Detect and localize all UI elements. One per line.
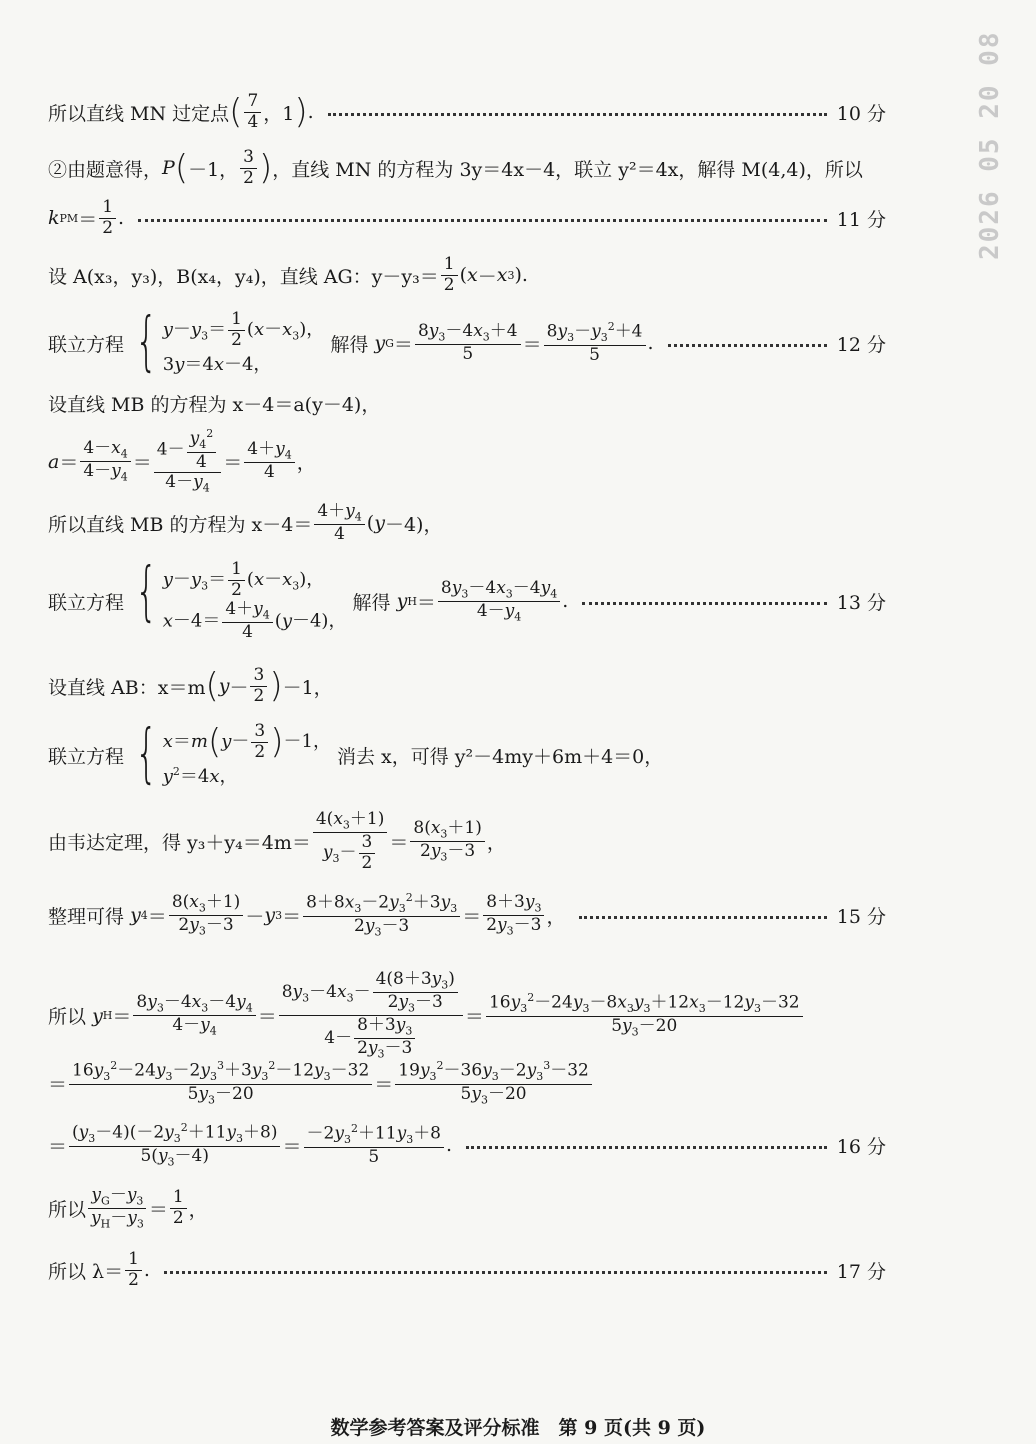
leader-dots [579, 916, 826, 919]
line-mb-equation [48, 390, 886, 417]
line-ratio: 所以 $\frac{y_G-y_3}{y_H-y_3}$ ＝ $\frac{1}{2}$ ， [48, 1185, 208, 1231]
score-13: 13 分 [836, 591, 886, 614]
line-text: 消去 x，可得 y²－4my＋6m＋4＝0， [337, 745, 664, 768]
line-system-h: 联立方程 { $y-y_3=$ $\frac{1}{2}$ $(x-x_3)$， x－4＝ $\frac{4+y_4}{4}$ (y－4)， 解得 y H ＝ $\frac{8y_3-4x_3-4y_4}{4-y_4}$ . 13 分 [48, 555, 886, 643]
line-yh-step2: ＝ $\frac{16y_3^2-24y_3-2y_3^3+3y_3^2-12y_3-32}{5y_3-20}$ ＝ $\frac{19y_3^2-36y_3-2y_3^3-32}{5y_3-20}$ [48, 1060, 886, 1107]
line-text: 解得 [352, 591, 391, 614]
line-text: 设直线 MB 的方程为 x－4＝a(y－4)， [48, 394, 381, 416]
leader-dots [668, 344, 827, 347]
page-footer: 数学参考答案及评分标准 第 9 页(共 9 页) [330, 1417, 706, 1439]
leader-dots [328, 113, 827, 116]
line-set-ab: 设 A(x₃，y₃)，B(x₄，y₄)，直线 AG：y－y₃＝ $\frac{1}{2}$ ( x － x 3 ). [48, 254, 528, 295]
line-fixed-point: 所以直线 MN 过定点 ( $\frac{7}{4}$ ，1 ) . 10 分 [48, 91, 886, 133]
line-yh-final: ＝ $\frac{(y_3-4)(-2y_3^2+11y_3+8)}{5(y_3-4)}$ ＝ $\frac{-2y_3^2+11y_3+8}{5}$ . 16 分 [48, 1121, 886, 1169]
score-12: 12 分 [836, 333, 886, 356]
line-text: 设直线 AB：x＝m [48, 676, 206, 699]
line-part2-intro: ②由题意得， P ( －1， $\frac{3}{2}$ ) ，直线 MN 的方程为 3y＝4x－4，联立 y²＝4x，解得 M(4,4)，所以 [48, 147, 863, 189]
line-mb-final: 所以直线 MB 的方程为 x－4＝ $\frac{4+y_4}{4}$ ( y －4)， [48, 501, 443, 545]
line-system-ag: 联立方程 { $y-y_3=$ $\frac{1}{2}$ $(x-x_3)$， 3y＝4x－4， 解得 y G ＝ $\frac{8y_3-4x_3+4}{5}$ ＝ $\frac{8y_3-y_3^2+4}{5}$ . 12 分 [48, 305, 886, 379]
line-text: 所以直线 MN 过定点 [48, 102, 230, 125]
leader-dots [164, 1271, 827, 1274]
line-text: 整理可得 [48, 905, 125, 928]
line-vieta: 由韦达定理，得 y₃＋y₄＝4m＝ $4(x_3+1)$ $y_3-$ $\frac{3}{2}$ ＝ $\frac{8(x_3+1)}{2y_3-3}$ ， [48, 809, 506, 873]
line-text: 联立方程 [48, 745, 125, 768]
score-17: 17 分 [836, 1260, 886, 1283]
leader-dots [582, 602, 827, 605]
leader-dots [138, 219, 827, 222]
score-11: 11 分 [836, 208, 886, 231]
line-text: 联立方程 [48, 591, 125, 614]
score-16: 16 分 [836, 1135, 886, 1158]
leader-dots [466, 1146, 827, 1149]
line-a-value: a ＝ $\frac{4-x_4}{4-y_4}$ ＝ 4－ $\frac{y_4^2}{4}$ $4-y_4$ ＝ $\frac{4+y_4}{4}$ ， [48, 427, 316, 495]
line-text: 由韦达定理，得 y₃＋y₄＝4m＝ [48, 832, 311, 855]
line-text: 所以 λ＝ [48, 1260, 124, 1283]
line-y4: 整理可得 y 4 ＝ $\frac{8(x_3+1)}{2y_3-3}$ － y 3 ＝ $\frac{8+8x_3-2y_3^2+3y_3}{2y_3-3}$ ＝ $\frac{8+3y_3}{2y_3-3}$ ， 15 分 [48, 891, 886, 939]
line-text: 联立方程 [48, 333, 125, 356]
line-text: 所以直线 MB 的方程为 x－4＝ [48, 513, 313, 536]
date-stamp-watermark: 2026 05 20 08 [975, 30, 1005, 260]
line-lambda: 所以 λ＝ $\frac{1}{2}$ . 17 分 [48, 1249, 886, 1290]
line-text: 所以 [48, 1006, 87, 1029]
line-text: 解得 [330, 333, 369, 356]
score-10: 10 分 [836, 102, 886, 125]
line-kpm: k PM ＝ $\frac{1}{2}$ . 11 分 [48, 197, 886, 238]
line-ab-equation: 设直线 AB：x＝m ( y － $\frac{3}{2}$ ) －1， [48, 665, 333, 707]
line-yh-expand: 所以 y H ＝ $\frac{8y_3-4x_3-4y_4}{4-y_4}$ ＝ $8y_3-4x_3-$ $\frac{4(8+3y_3)}{2y_3-3}$ 4－ $\frac{8+3y_3}{2y_3-3}$ ＝ $\frac{16y_3^2-24y_3-8x_3y_3+12x_3-12y_3-32}{5y_3-20}$ [48, 970, 886, 1061]
score-15: 15 分 [836, 905, 886, 928]
line-text: 所以 [48, 1199, 87, 1222]
line-text: ②由题意得， [48, 158, 163, 181]
line-text: ，直线 MN 的方程为 3y＝4x－4，联立 y²＝4x，解得 M(4,4)，所以 [272, 158, 863, 181]
line-system-ab: 联立方程 { x＝m(y－ $\frac{3}{2}$ )－1， $y^2=4x$， 消去 x，可得 y²－4my＋6m＋4＝0， [48, 717, 664, 791]
line-text: 设 A(x₃，y₃)，B(x₄，y₄)，直线 AG：y－y₃＝ [48, 265, 439, 288]
